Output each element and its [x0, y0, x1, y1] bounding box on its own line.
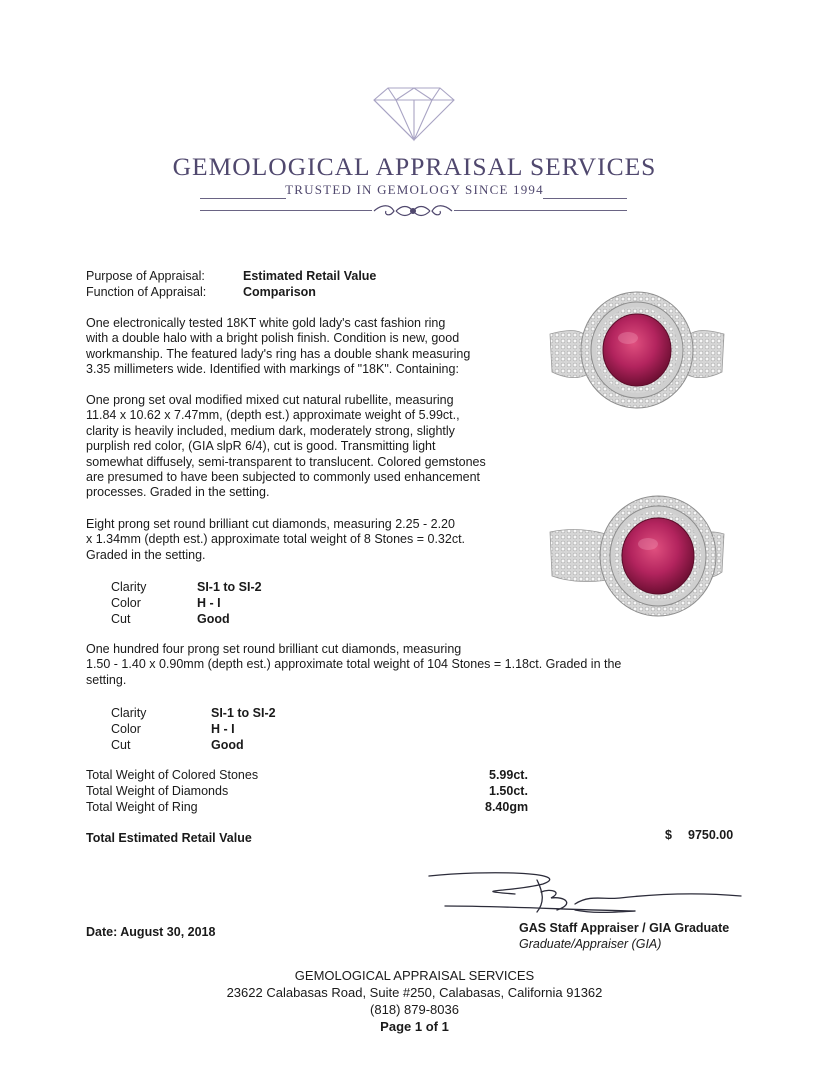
total-label: Total Weight of Ring: [86, 800, 198, 814]
grade-label: Clarity: [111, 580, 147, 594]
text-line: One prong set oval modified mixed cut natural rubellite, measuring: [86, 393, 454, 407]
diamond-logo-icon: [370, 86, 458, 142]
text-line: Graded in the setting.: [86, 547, 206, 562]
grade-label: Cut: [111, 612, 131, 626]
appraiser-subtitle: Graduate/Appraiser (GIA): [519, 937, 662, 951]
footer-address: 23622 Calabasas Road, Suite #250, Calabasas, California 91362: [226, 985, 603, 1000]
header-rule-left: [200, 198, 286, 199]
text-line: setting.: [86, 672, 127, 687]
grade-value: Good: [197, 612, 230, 626]
text-line: 1.50 - 1.40 x 0.90mm (depth est.) approximate total weight of 104 Stones = 1.18ct. Graded in the: [86, 657, 622, 672]
grade-label: Clarity: [111, 706, 147, 720]
grade-value: SI-1 to SI-2: [197, 580, 262, 594]
text-line: are presumed to have been subjected to commonly used enhancement: [86, 470, 480, 485]
footer-company: GEMOLOGICAL APPRAISAL SERVICES: [294, 968, 535, 983]
ornament-rule-right: [454, 210, 627, 211]
text-line: clarity is heavily included, medium dark, moderately strong, slightly: [86, 423, 455, 438]
retail-currency: $: [665, 828, 672, 842]
total-label: Total Weight of Colored Stones: [86, 768, 259, 782]
function-row: [86, 285, 406, 301]
ring-photo-top: [548, 290, 726, 416]
ornament-rule-left: [200, 210, 372, 211]
grade-value: H - I: [197, 596, 221, 610]
appraiser-signature: [425, 866, 745, 922]
text-line: processes. Graded in the setting.: [86, 485, 270, 500]
purpose-value: Estimated Retail Value: [243, 269, 377, 283]
grade-label: Cut: [111, 738, 131, 752]
total-colored-row: [86, 768, 546, 784]
grade-clarity-104: [111, 706, 276, 720]
total-value: 5.99ct.: [489, 768, 528, 782]
purpose-row: [86, 269, 406, 285]
text-line: workmanship. The featured lady's ring has a double shank measuring: [86, 346, 471, 361]
total-value: 8.40gm: [485, 800, 529, 814]
ring-photo-bottom: [548, 492, 726, 620]
grade-value: H - I: [211, 722, 235, 736]
text-line: 11.84 x 10.62 x 7.47mm, (depth est.) approximate weight of 5.99ct.,: [86, 408, 460, 423]
total-ring-row: [86, 800, 546, 816]
footer-page-number: Page 1 of 1: [380, 1019, 449, 1034]
grade-value: SI-1 to SI-2: [211, 706, 276, 720]
purpose-label: Purpose of Appraisal:: [86, 269, 205, 283]
grade-color-104: [111, 722, 235, 736]
text-line: 3.35 millimeters wide. Identified with markings of "18K". Containing:: [86, 362, 459, 377]
text-line: with a double halo with a bright polish finish. Condition is new, good: [86, 331, 460, 346]
appraiser-title: GAS Staff Appraiser / GIA Graduate: [519, 921, 730, 935]
grade-color-8: [111, 596, 221, 610]
retail-amount: 9750.00: [688, 828, 734, 842]
text-line: One hundred four prong set round brilliant cut diamonds, measuring: [86, 642, 462, 656]
text-line: x 1.34mm (depth est.) approximate total weight of 8 Stones = 0.32ct.: [86, 532, 466, 547]
text-line: somewhat diffusely, semi-transparent to translucent. Colored gemstones: [86, 454, 486, 469]
grade-cut-8: [111, 612, 230, 626]
text-line: Eight prong set round brilliant cut diamonds, measuring 2.25 - 2.20: [86, 517, 455, 531]
total-label: Total Weight of Diamonds: [86, 784, 229, 798]
diamonds-104-description: [86, 642, 706, 688]
company-tagline: TRUSTED IN GEMOLOGY SINCE 1994: [285, 182, 544, 197]
appraisal-date: Date: August 30, 2018: [86, 925, 216, 939]
scroll-ornament-icon: [372, 202, 454, 220]
ring-description: [86, 316, 536, 378]
grade-label: Color: [111, 596, 141, 610]
center-stone-description: [86, 393, 536, 501]
diamonds-8-description: [86, 517, 536, 563]
total-value: 1.50ct.: [489, 784, 528, 798]
grade-label: Color: [111, 722, 141, 736]
retail-value-label: Total Estimated Retail Value: [86, 831, 252, 845]
header-rule-right: [543, 198, 627, 199]
function-label: Function of Appraisal:: [86, 285, 207, 299]
grade-value: Good: [211, 738, 244, 752]
function-value: Comparison: [243, 285, 316, 299]
grade-clarity-8: [111, 580, 262, 594]
total-diamonds-row: [86, 784, 546, 800]
text-line: purplish red color, (GIA slpR 6/4), cut is good. Transmitting light: [86, 439, 436, 454]
text-line: One electronically tested 18KT white gold lady's cast fashion ring: [86, 316, 446, 330]
company-name: GEMOLOGICAL APPRAISAL SERVICES: [172, 152, 657, 181]
footer-phone: (818) 879-8036: [370, 1002, 459, 1017]
grade-cut-104: [111, 738, 244, 752]
